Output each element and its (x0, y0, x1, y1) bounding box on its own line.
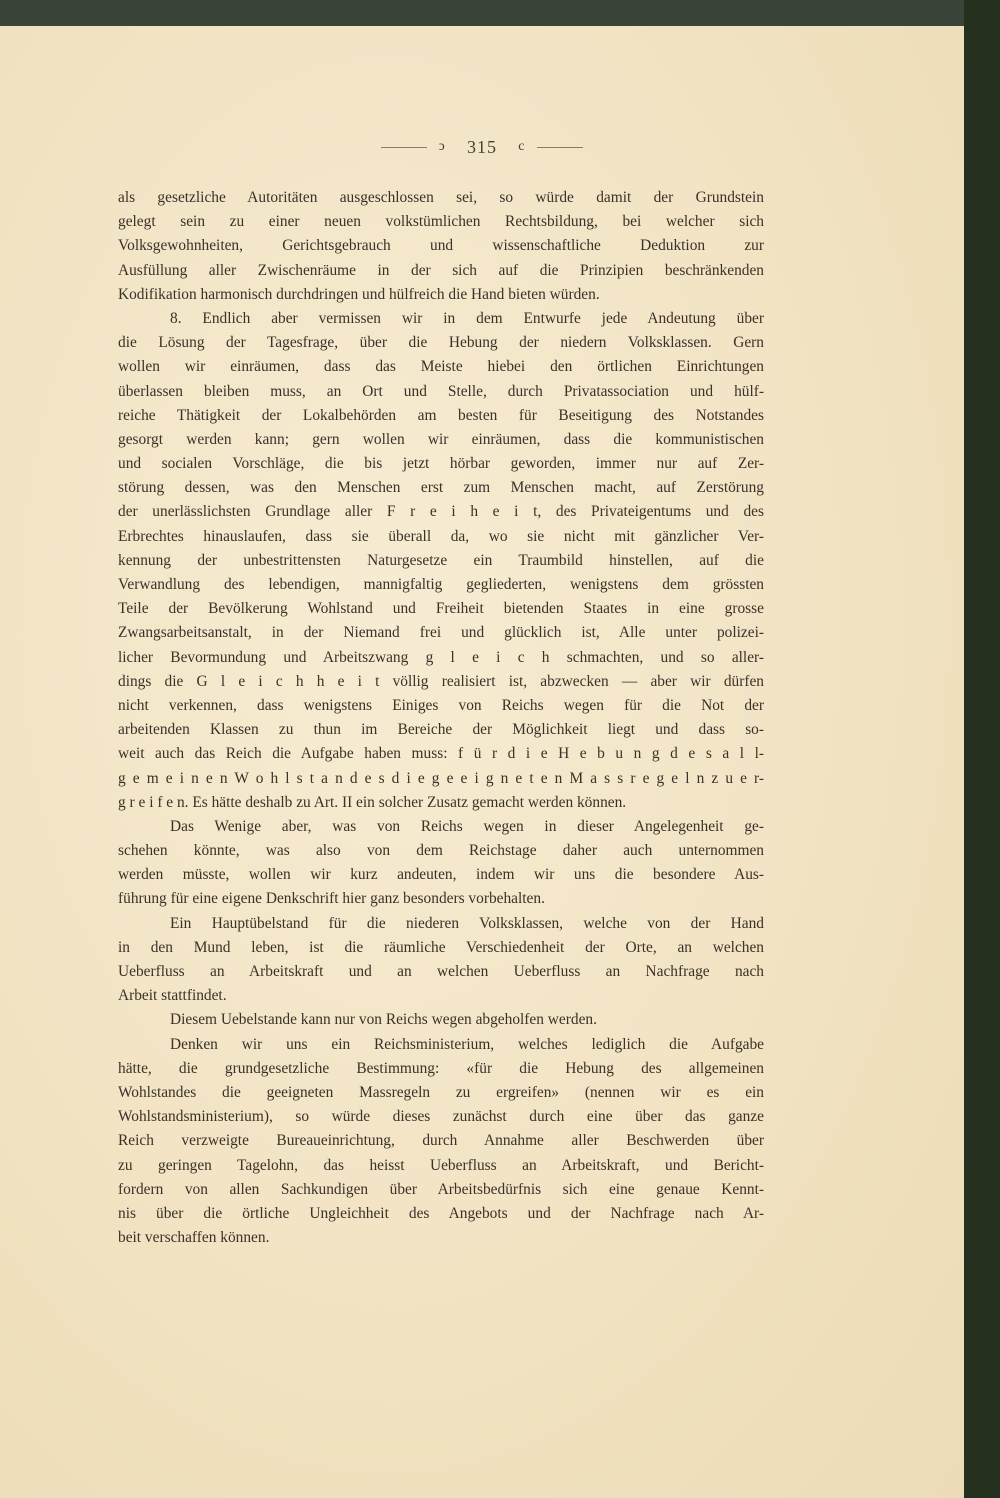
text-line: als gesetzliche Autoritäten ausgeschlossen sei, so würde damit der Grundstein (118, 189, 764, 206)
text-line: überlassen bleiben muss, an Ort und Stelle, durch Privatassociation und hülf- (118, 382, 764, 400)
text-line: nis über die örtliche Ungleichheit des Angebots und der Nachfrage nach Ar- (118, 1204, 764, 1222)
text-line: gelegt sein zu einer neuen volkstümlichen Rechtsbildung, bei welcher sich (118, 213, 764, 231)
text-line: führung für eine eigene Denkschrift hier ganz besonders vorbehalten. (118, 890, 545, 908)
body-text (118, 186, 764, 1250)
text-line: und socialen Vorschläge, die bis jetzt hörbar geworden, immer nur auf Zer- (118, 455, 764, 473)
text-line: hätte, die grundgesetzliche Bestimmung: «für die Hebung des allgemeinen (118, 1059, 764, 1077)
text-line: weit auch das Reich die Aufgabe haben muss: f ü r d i e H e b u n g d e s a l l- (118, 745, 764, 763)
text-line: dings die G l e i c h h e i t völlig realisiert ist, abzwecken — aber wir dürfen (118, 672, 764, 690)
header-ornament-left: ↄ (438, 139, 446, 155)
page-number: 315 (467, 136, 497, 157)
text-line: Arbeit stattfindet. (118, 987, 227, 1005)
text-line: die Lösung der Tagesfrage, über die Hebung der niedern Volksklassen. Gern (118, 334, 764, 352)
text-line: Ausfüllung aller Zwischenräume in der sich auf die Prinzipien beschränkenden (118, 261, 764, 279)
text-line: werden müsste, wollen wir kurz andeuten, indem wir uns die besondere Aus- (118, 866, 764, 884)
text-line: Wohlstandsministerium), so würde dieses zunächst durch eine über das ganze (118, 1108, 764, 1126)
text-line: wollen wir einräumen, dass das Meiste hiebei den örtlichen Einrichtungen (118, 358, 764, 376)
text-line: nicht verkennen, dass wenigstens Einiges von Reichs wegen für die Not der (118, 696, 764, 714)
text-line: Denken wir uns ein Reichsministerium, welches lediglich die Aufgabe (170, 1035, 764, 1053)
text-line: Kodifikation harmonisch durchdringen und hülfreich die Hand bieten würden. (118, 285, 600, 303)
text-line: Teile der Bevölkerung Wohlstand und Freiheit bietenden Staates in eine grosse (118, 600, 764, 618)
book-page (0, 26, 964, 1498)
text-line: Ueberfluss an Arbeitskraft und an welchen Ueberfluss an Nachfrage nach (118, 963, 764, 980)
text-line: g r e i f e n. Es hätte deshalb zu Art. II ein solcher Zusatz gemacht werden können. (118, 793, 627, 811)
text-line: in den Mund leben, ist die räumliche Verschiedenheit der Orte, an welchen (118, 938, 764, 956)
text-line: störung dessen, was den Menschen erst zum Menschen macht, auf Zerstörung (118, 479, 764, 497)
header-ornament-right: c (518, 139, 526, 155)
page-header (0, 136, 964, 158)
text-line: 8. Endlich aber vermissen wir in dem Entwurfe jede Andeutung über (170, 309, 764, 327)
text-line: Das Wenige aber, was von Reichs wegen in dieser Angelegenheit ge- (170, 817, 764, 835)
text-line: zu geringen Tagelohn, das heisst Ueberfluss an Arbeitskraft, und Bericht- (118, 1156, 764, 1174)
text-line: licher Bevormundung und Arbeitszwang g l e i c h schmachten, und so aller- (118, 648, 764, 666)
scan-border-top (0, 0, 1000, 26)
text-line: Diesem Uebelstande kann nur von Reichs wegen abgeholfen werden. (170, 1011, 597, 1029)
header-rule-left (381, 147, 427, 148)
text-line: kennung der unbestrittensten Naturgesetze ein Traumbild hinstellen, auf die (118, 551, 764, 569)
text-line: fordern von allen Sachkundigen über Arbeitsbedürfnis sich eine genaue Kennt- (118, 1180, 764, 1198)
text-line: g e m e i n e n W o h l s t a n d e s d i e g e e i g n e t e n M a s s r e g e l n z u e r- (118, 769, 764, 787)
text-line: Ein Hauptübelstand für die niederen Volksklassen, welche von der Hand (170, 914, 764, 932)
text-line: Erbrechtes hinauslaufen, dass sie überall da, wo sie nicht mit gänzlicher Ver- (118, 527, 764, 545)
text-line: beit verschaffen können. (118, 1229, 270, 1247)
text-line: Volksgewohnheiten, Gerichtsgebrauch und wissenschaftliche Deduktion zur (118, 237, 764, 255)
text-line: Verwandlung des lebendigen, mannigfaltig gegliederten, wenigstens dem grössten (118, 576, 764, 593)
text-line: Wohlstandes die geeigneten Massregeln zu ergreifen» (nennen wir es ein (118, 1083, 764, 1101)
text-line: gesorgt werden kann; gern wollen wir einräumen, dass die kommunistischen (118, 430, 764, 448)
header-rule-right (537, 147, 583, 148)
text-line: der unerlässlichsten Grundlage aller F r e i h e i t, des Privateigentums und des (118, 503, 764, 521)
text-line: schehen könnte, was also von dem Reichstage daher auch unternommen (118, 842, 764, 860)
text-line: Reich verzweigte Bureaueinrichtung, durch Annahme aller Beschwerden über (118, 1132, 764, 1150)
text-line: arbeitenden Klassen zu thun im Bereiche der Möglichkeit liegt und dass so- (118, 721, 764, 739)
scan-border-right (964, 0, 1000, 1498)
text-line: reiche Thätigkeit der Lokalbehörden am besten für Beseitigung des Notstandes (118, 406, 764, 424)
text-line: Zwangsarbeitsanstalt, in der Niemand frei und glücklich ist, Alle unter polizei- (118, 624, 764, 642)
